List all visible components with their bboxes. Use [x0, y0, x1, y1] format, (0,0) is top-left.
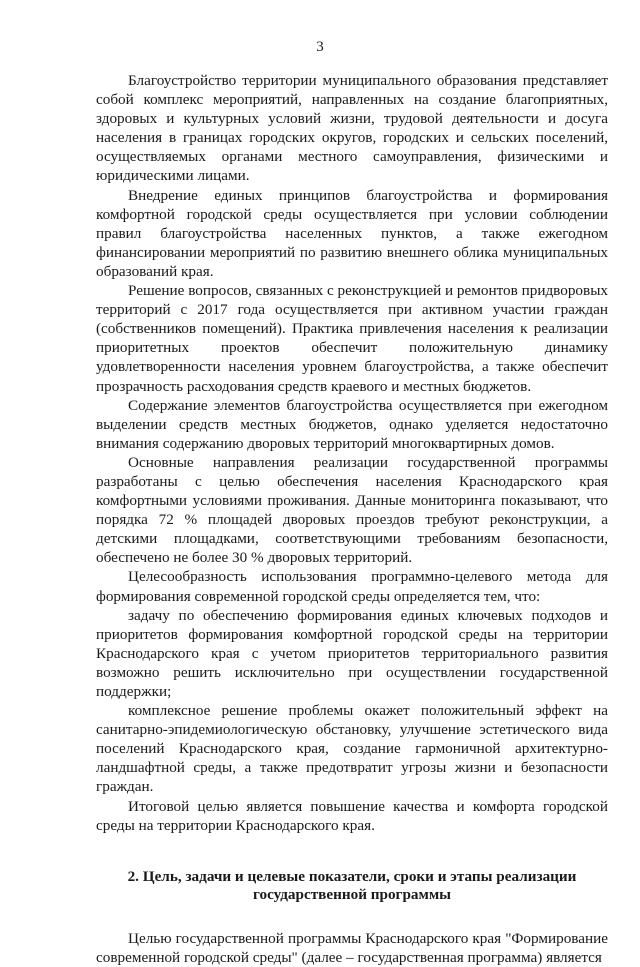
paragraph-maintenance-funding: Содержание элементов благоустройства осуществляется при ежегодном выделении средств местных бюджетов, однако уделяется недостаточно внимания содержанию дворовых территорий многоквартирных домов.: [96, 396, 608, 452]
paragraph-improvement-definition: Благоустройство территории муниципального образования представляет собой комплекс мероприятий, направленных на создание благоприятных, здоровых и культурных условий жизни, трудовой деятельности и досуга населения в границах городских округов, городских и сельских поселений, осуществляемых органами местного самоуправления, физическими и юридическими лицами.: [96, 72, 608, 185]
heading-spacer: [96, 904, 608, 929]
section-heading: 2. Цель, задачи и целевые показатели, сроки и этапы реализации государственной программы: [127, 867, 577, 903]
paragraph-unified-principles: Внедрение единых принципов благоустройства и формирования комфортной городской среды осуществляется при условии соблюдении правил благоустройства населенных пунктов, а также ежегодном финансировании мероприятий по развитию внешнего облика муниципальных образований края.: [96, 186, 608, 280]
paragraph-main-directions: Основные направления реализации государственной программы разработаны с целью обеспечения населения Краснодарского края комфортными условиями проживания. Данные мониторинга показывают, что порядка 72 % площадей дворовых проездов требуют реконструкции, а детскими площадками, соответствующими требованиям безопасности, обеспечено не более 30 % дворовых территорий.: [96, 453, 608, 567]
paragraph-final-goal: Итоговой целью является повышение качества и комфорта городской среды на территории Краснодарского края.: [96, 797, 608, 834]
page-number: 3: [316, 39, 324, 55]
paragraph-program-method-rationale: Целесообразность использования программно-целевого метода для формирования современной городской среды определяется тем, что:: [96, 568, 608, 605]
document-body: [96, 71, 608, 967]
paragraph-courtyard-reconstruction: Решение вопросов, связанных с реконструкцией и ремонтов придворовых территорий с 2017 года осуществляется при активном участии граждан (собственников помещений). Практика привлечения населения к реализации приоритетных проектов обеспечит положительную динамику удовлетворенности населения уровнем благоустройства, а также обеспечит прозрачность расходования средств краевого и местных бюджетов.: [96, 282, 608, 395]
paragraph-state-support-task: задачу по обеспечению формирования единых ключевых подходов и приоритетов формирования комфортной городской среды на территории Краснодарского края с учетом приоритетов территориального развития возможно решить исключительно при осуществлении государственной поддержки;: [96, 606, 608, 700]
paragraph-comprehensive-solution: комплексное решение проблемы окажет положительный эффект на санитарно-эпидемиологическую обстановку, улучшение эстетического вида поселений Краснодарского края, создание гармоничной архитектурно-ландшафтной среды, а также предотвратит угрозы жизни и безопасности граждан.: [96, 702, 608, 796]
paragraph-program-goal: Целью государственной программы Краснодарского края "Формирование современной городской среды" (далее – государственная программа) является: [96, 929, 608, 966]
